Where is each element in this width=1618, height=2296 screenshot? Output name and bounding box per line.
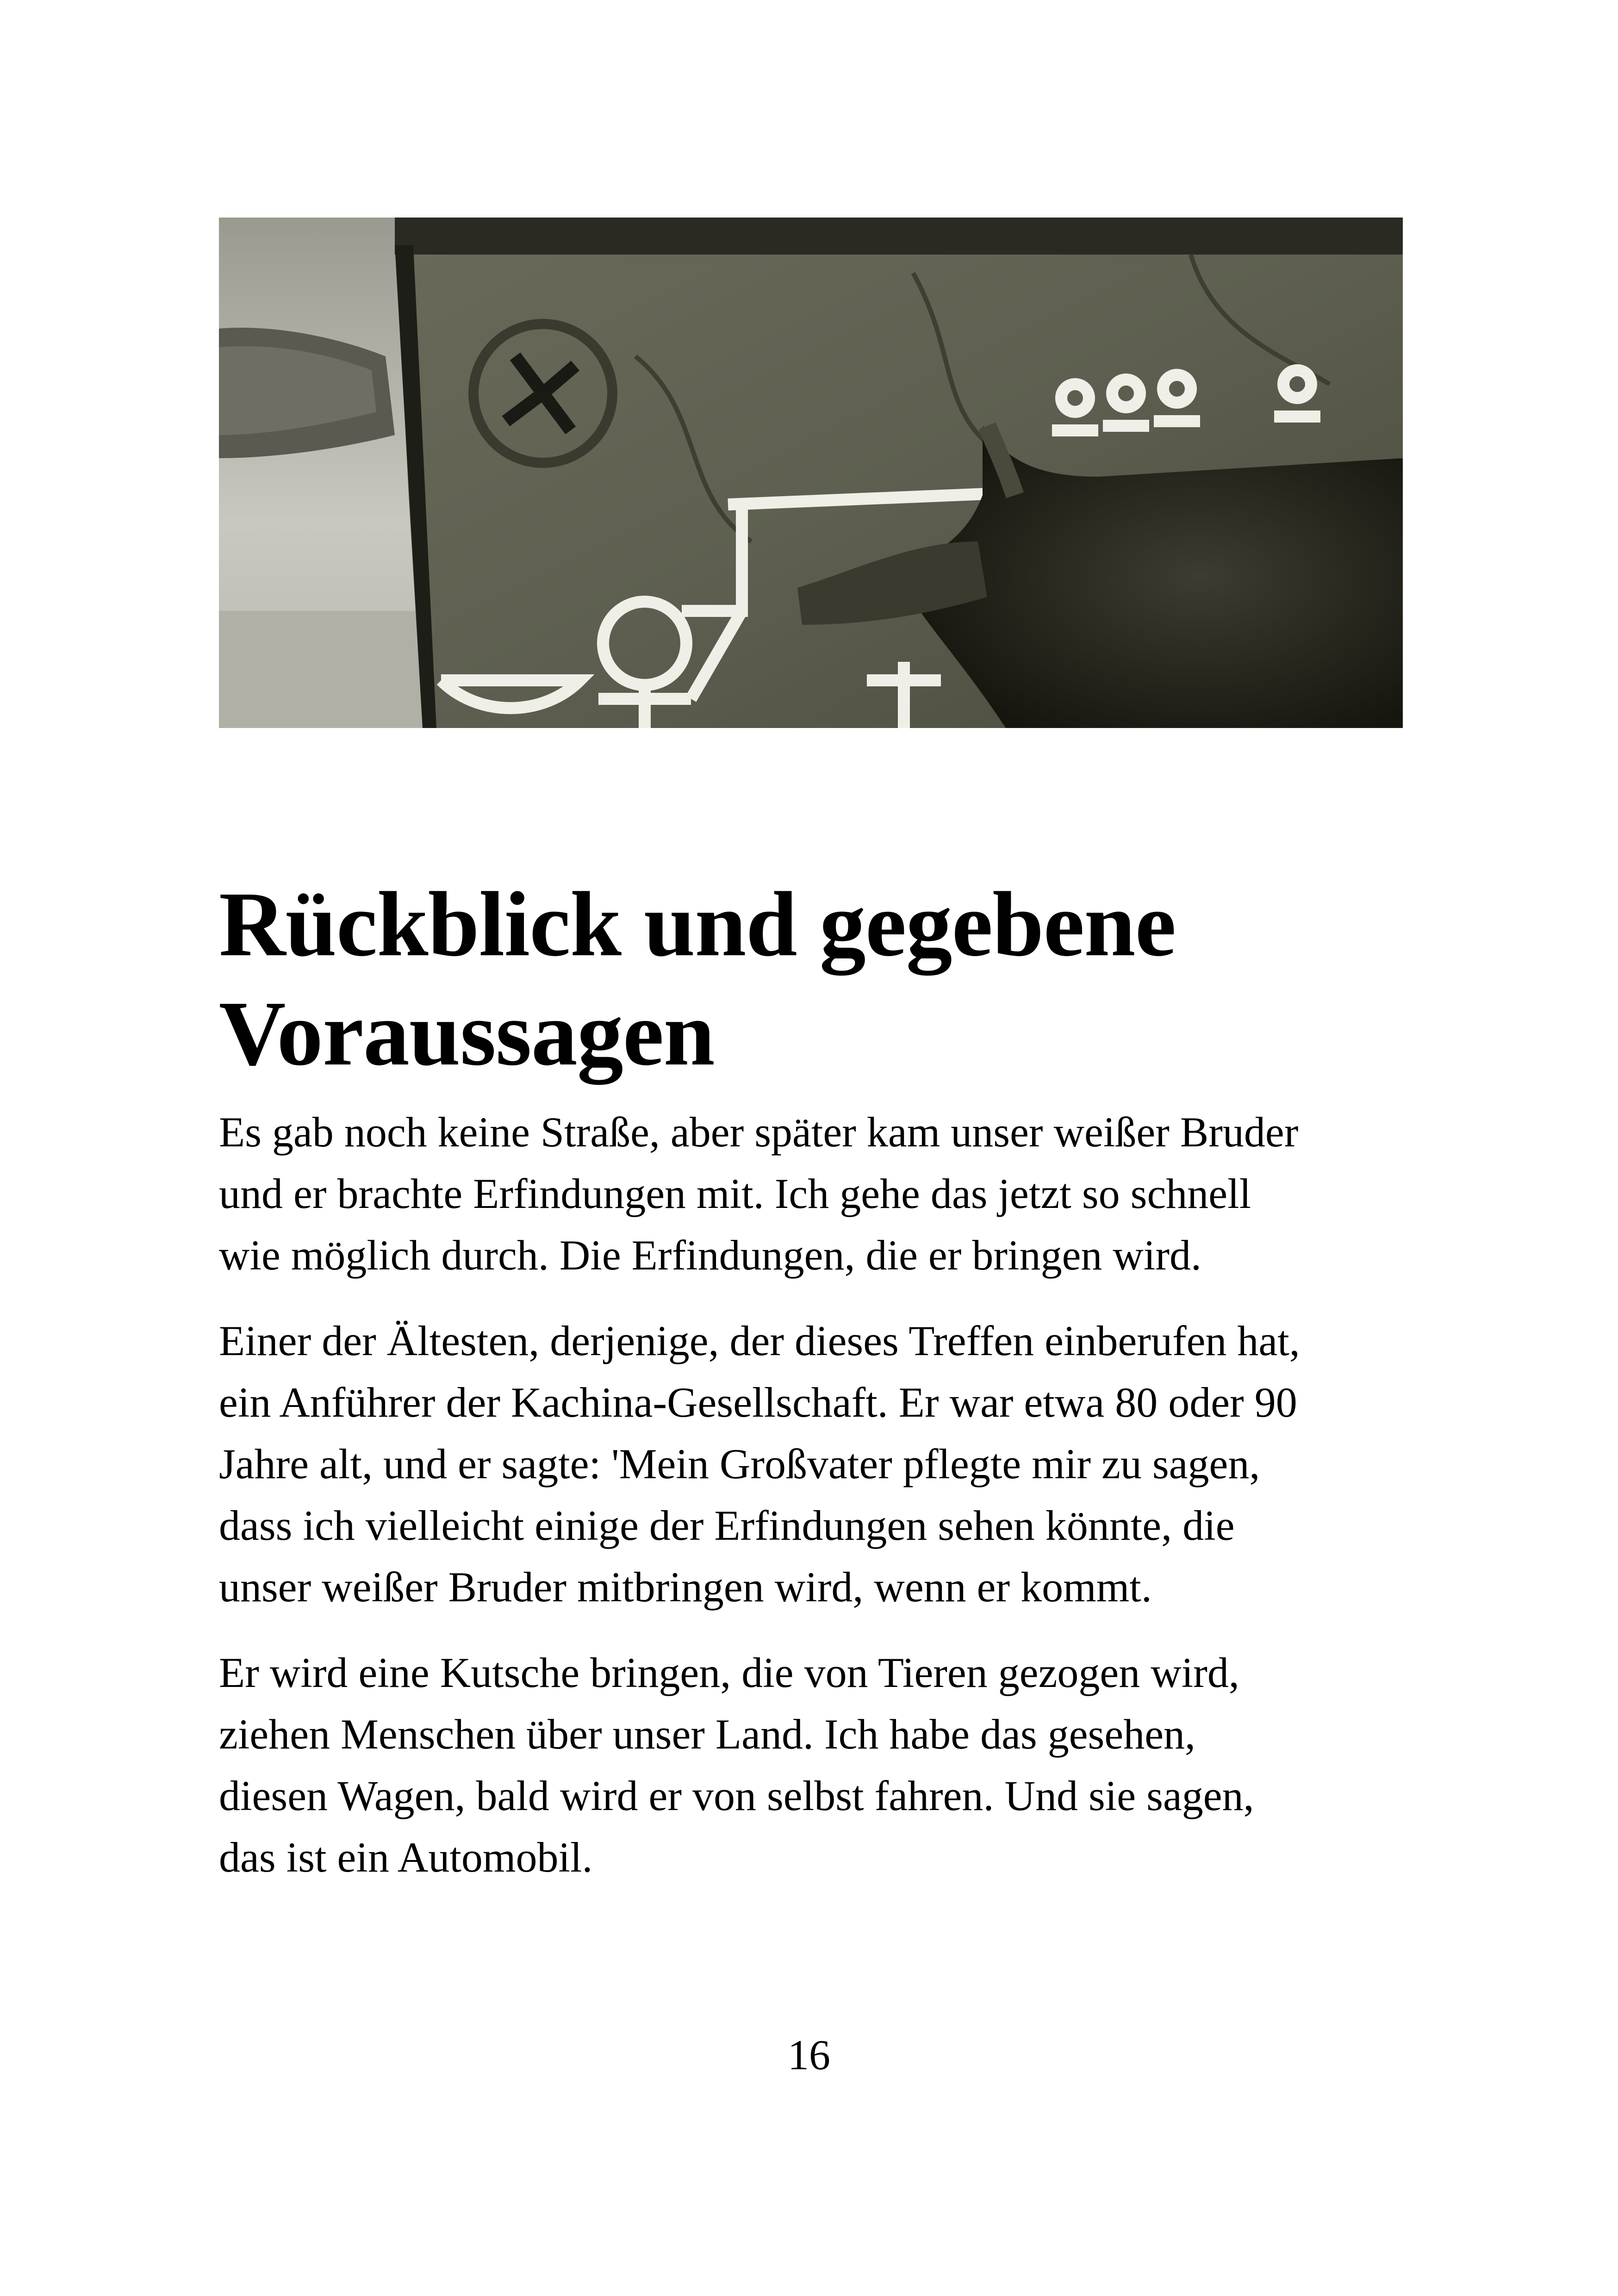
text-content [219, 870, 1431, 1888]
paragraph: Einer der Ältesten, derjenige, der dieses Treffen einberufen hat, ein Anführer der Kachina-Gesellschaft. Er war etwa 80 oder 90 Jahre alt, und er sagte: 'Mein Großvater pflegte mir zu sagen, dass ich vielleicht einige der Erfindungen sehen könnte, die unser weißer Bruder mitbringen wird, wenn er kommt. [219, 1317, 1300, 1611]
paragraph: Er wird eine Kutsche bringen, die von Tieren gezogen wird, ziehen Menschen über unser Land. Ich habe das gesehen, diesen Wagen, bald wird er von selbst fahren. Und sie sagen, das ist ein Automobil. [219, 1649, 1254, 1881]
prophecy-rock-photo [219, 218, 1403, 728]
chapter-title: Rückblick und gegebene Voraussagen [219, 873, 1176, 1085]
page-number: 16 [788, 2031, 830, 2078]
paragraph: Es gab noch keine Straße, aber später kam unser weißer Bruder und er brachte Erfindungen mit. Ich gehe das jetzt so schnell wie möglich durch. Die Erfindungen, die er bringen wird. [219, 1108, 1299, 1279]
